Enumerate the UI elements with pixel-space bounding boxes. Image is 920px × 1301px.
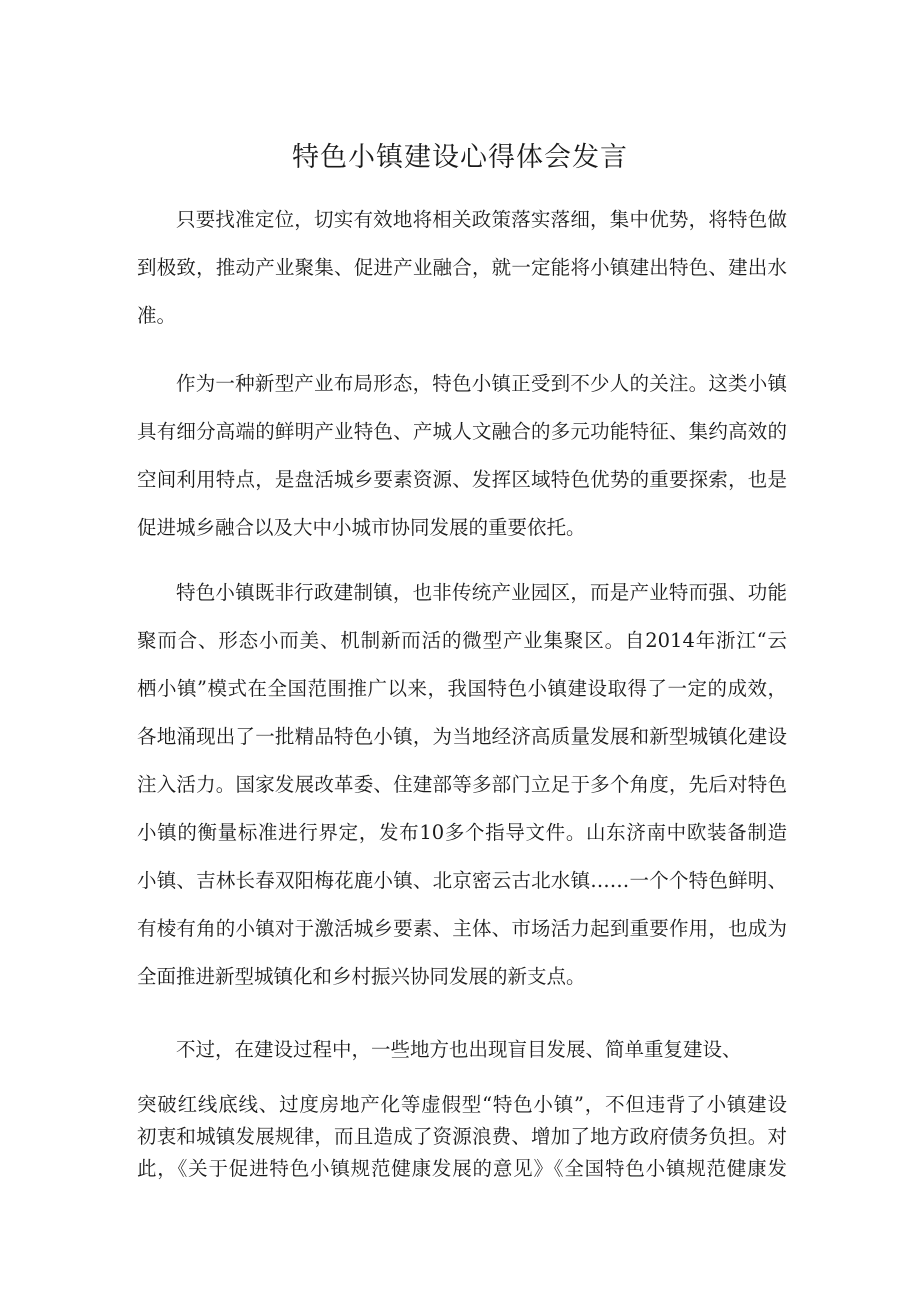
paragraph-3-line-3: 栖小镇”模式在全国范围推广以来，我国特色小镇建设取得了一定的成效， [137, 677, 787, 700]
paragraph-1-line-2: 到极致，推动产业聚集、促进产业融合，就一定能将小镇建出特色、建出水 [137, 256, 787, 279]
paragraph-2-line-1: 作为一种新型产业布局形态，特色小镇正受到不少人的关注。这类小镇 [176, 372, 787, 395]
paragraph-4-line-2: 突破红线底线、过度房地产化等虚假型“特色小镇”，不但违背了小镇建设 [137, 1093, 787, 1116]
paragraph-2-line-4: 促进城乡融合以及大中小城市协同发展的重要依托。 [137, 516, 586, 539]
paragraph-3-line-8: 有棱有角的小镇对于激活城乡要素、主体、市场活力起到重要作用，也成为 [137, 917, 787, 940]
paragraph-3-line-4: 各地涌现出了一批精品特色小镇，为当地经济高质量发展和新型城镇化建设 [137, 725, 787, 748]
paragraph-3-line-9: 全面推进新型城镇化和乡村振兴协同发展的新支点。 [137, 965, 586, 988]
paragraph-1-line-1: 只要找准定位，切实有效地将相关政策落实落细，集中优势，将特色做 [176, 208, 787, 231]
paragraph-2-line-3: 空间利用特点，是盘活城乡要素资源、发挥区域特色优势的重要探索，也是 [137, 468, 787, 491]
paragraph-3-line-1: 特色小镇既非行政建制镇，也非传统产业园区，而是产业特而强、功能 [176, 581, 787, 604]
paragraph-4-line-4: 此，《关于促进特色小镇规范健康发展的意见》《全国特色小镇规范健康发 [137, 1157, 787, 1180]
paragraph-3-line-2: 聚而合、形态小而美、机制新而活的微型产业集聚区。自2014年浙江“云 [137, 629, 787, 652]
paragraph-2-line-2: 具有细分高端的鲜明产业特色、产城人文融合的多元功能特征、集约高效的 [137, 420, 787, 443]
paragraph-4-line-3: 初衷和城镇发展规律，而且造成了资源浪费、增加了地方政府债务负担。对 [137, 1125, 787, 1148]
document-title: 特色小镇建设心得体会发言 [292, 142, 628, 173]
paragraph-3-line-7: 小镇、吉林长春双阳梅花鹿小镇、北京密云古北水镇……一个个特色鲜明、 [137, 869, 787, 892]
paragraph-3-line-5: 注入活力。国家发展改革委、住建部等多部门立足于多个角度，先后对特色 [137, 773, 787, 796]
paragraph-3-line-6: 小镇的衡量标准进行界定，发布10多个指导文件。山东济南中欧装备制造 [137, 821, 787, 844]
paragraph-4-line-1: 不过，在建设过程中，一些地方也出现盲目发展、简单重复建设、 [176, 1038, 742, 1061]
paragraph-1-line-3: 准。 [137, 304, 177, 327]
